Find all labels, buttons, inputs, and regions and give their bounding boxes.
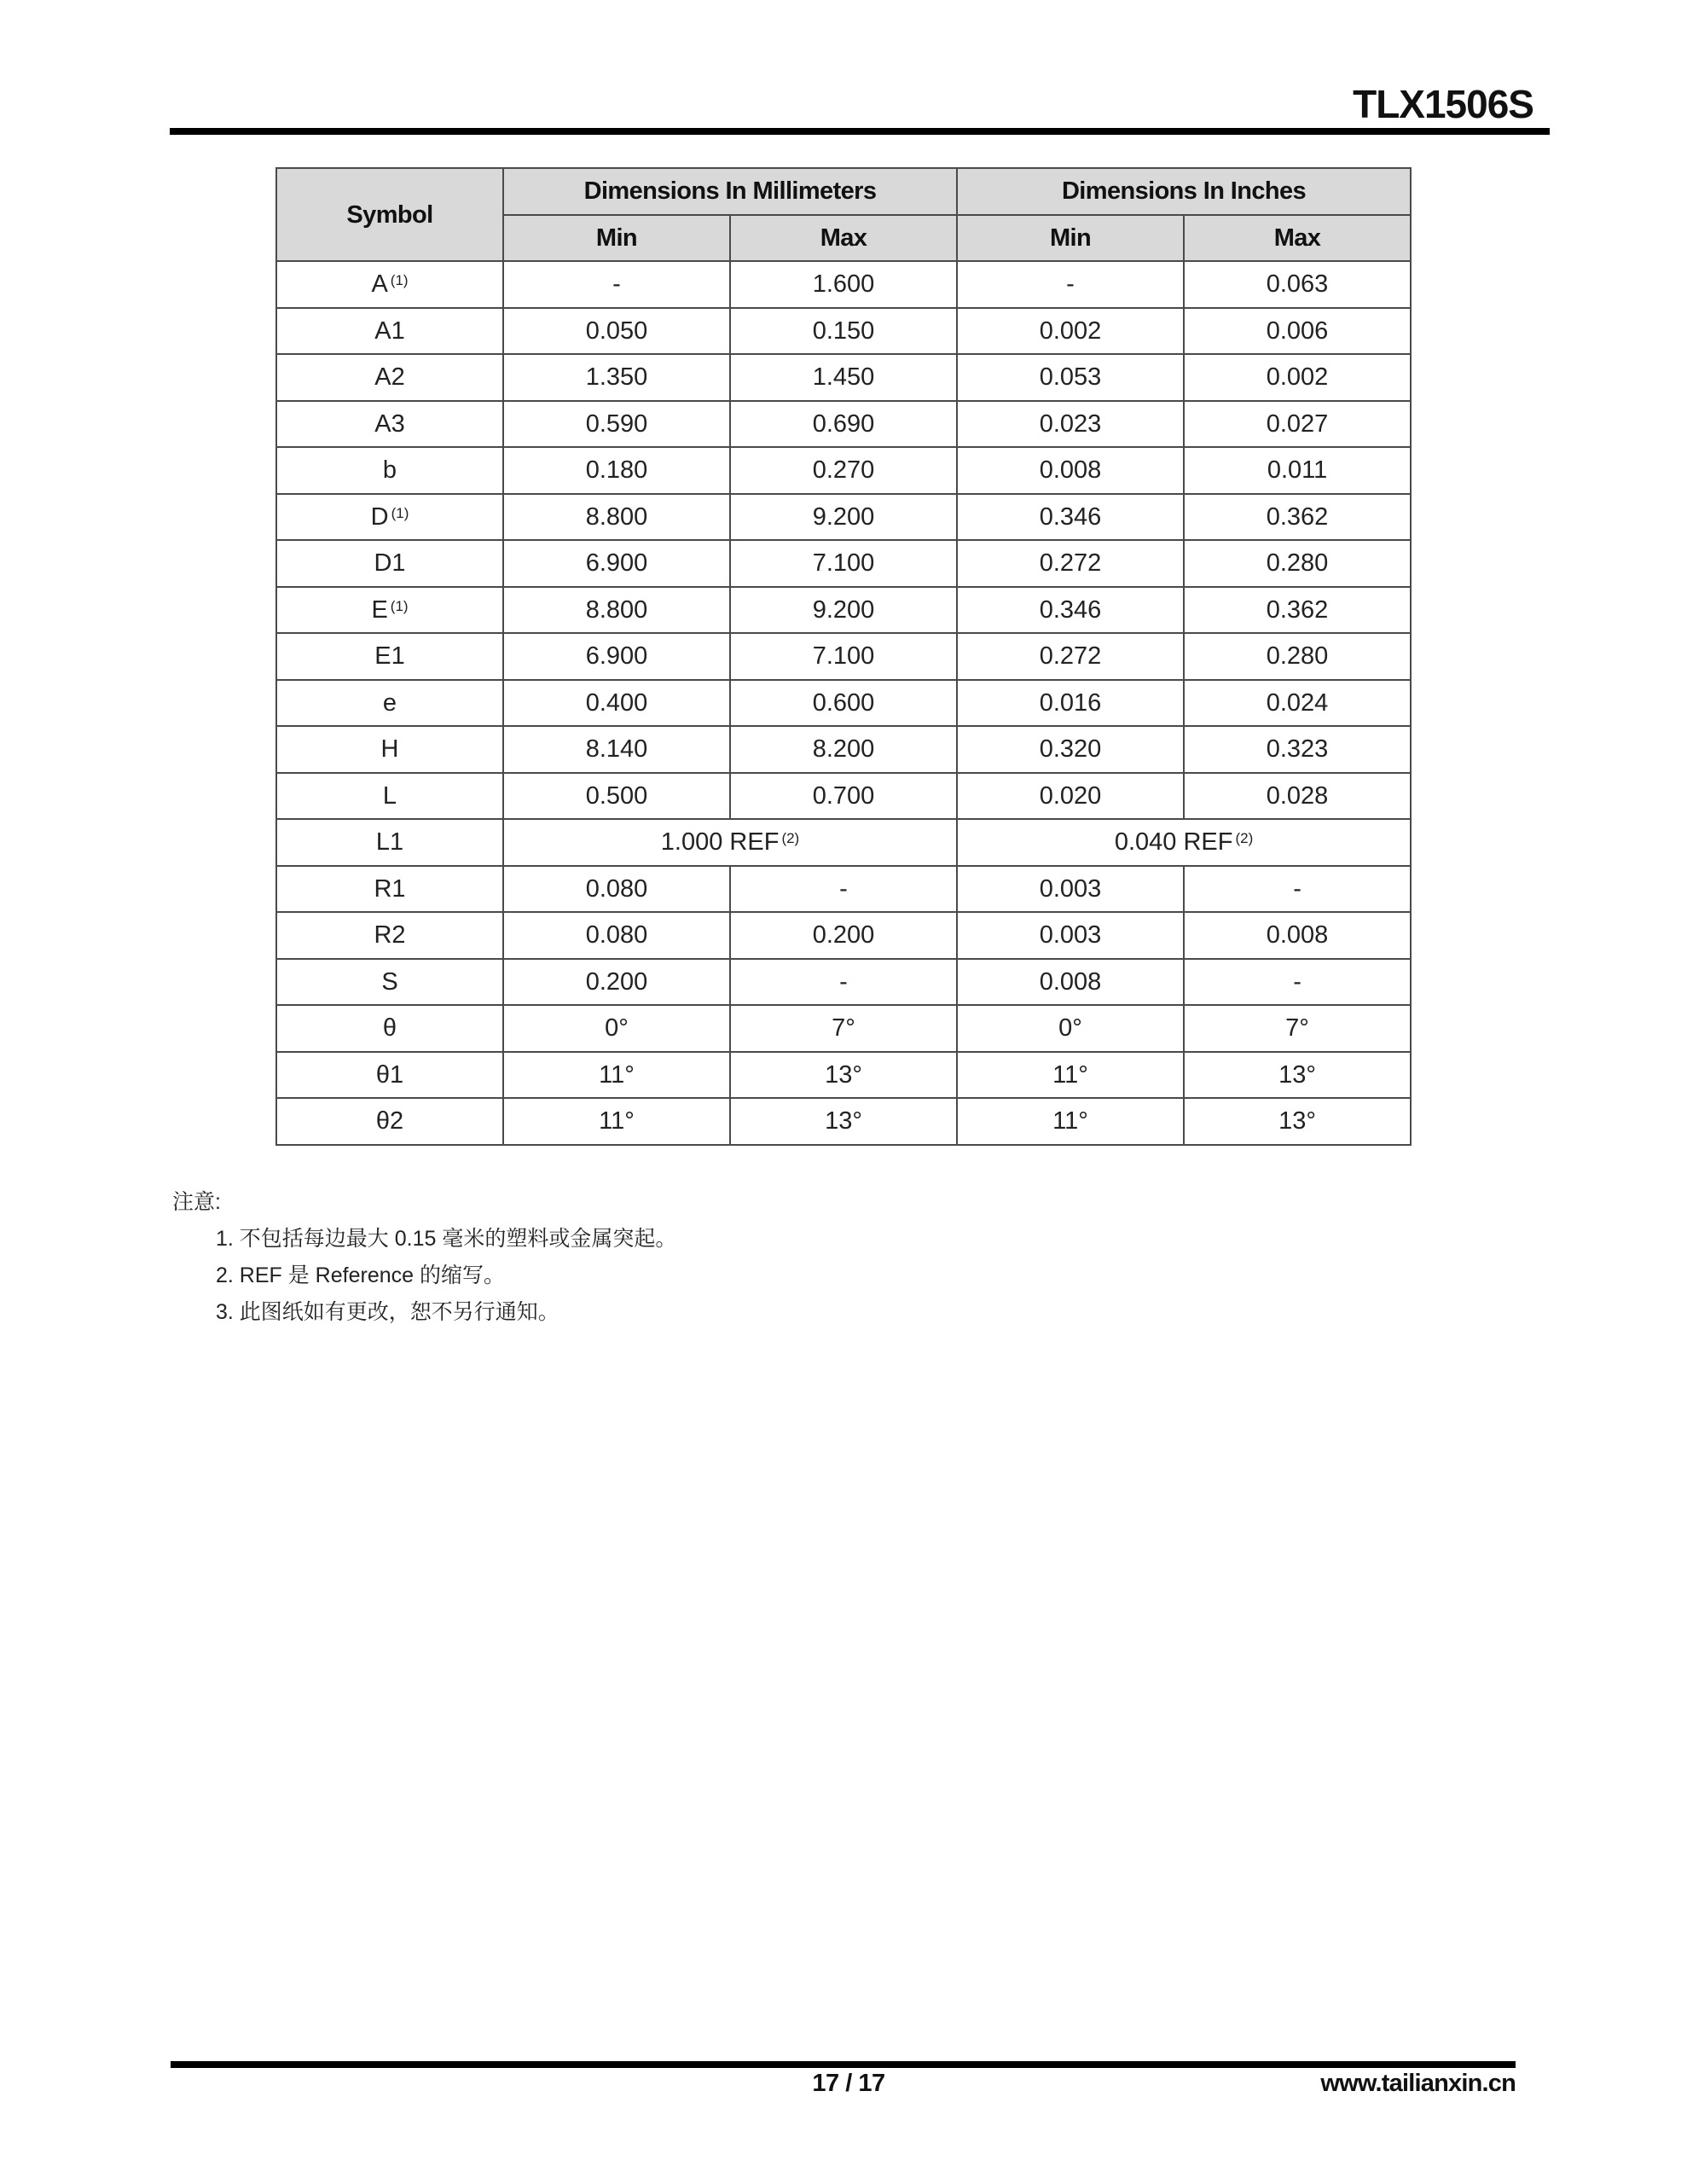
cell-in-min-text: 0.003: [1039, 874, 1102, 903]
cell-symbol-text: A1: [374, 317, 405, 345]
cell-symbol: [276, 354, 503, 401]
cell-mm-max-text: 0.270: [812, 456, 875, 485]
cell-in-max: [1184, 726, 1411, 773]
cell-symbol: [276, 959, 503, 1006]
cell-symbol: [276, 680, 503, 727]
cell-mm-max: [730, 773, 957, 820]
cell-mm-min-text: 0.080: [585, 921, 648, 950]
cell-in-max: [1184, 1005, 1411, 1052]
cell-symbol: [276, 540, 503, 587]
cell-in-min: [957, 308, 1184, 355]
header-dimensions-mm: Dimensions In Millimeters: [503, 168, 957, 215]
cell-in-max-text: 0.362: [1266, 595, 1329, 624]
cell-symbol-text: e: [382, 688, 397, 717]
cell-mm-min: [503, 494, 730, 541]
cell-mm-min: [503, 912, 730, 959]
cell-in-max-text: 0.008: [1266, 921, 1329, 950]
cell-symbol-text: θ2: [375, 1107, 404, 1136]
cell-mm-max: [730, 726, 957, 773]
footnote-ref: (2): [1235, 830, 1254, 847]
cell-symbol: [276, 819, 503, 866]
cell-mm-min: [503, 1005, 730, 1052]
table-row: [276, 680, 1411, 727]
header-in-max: Max: [1184, 215, 1411, 262]
cell-mm-min-text: 6.900: [585, 549, 648, 578]
cell-mm-min-text: 11°: [599, 1060, 635, 1089]
cell-in-max: [1184, 680, 1411, 727]
table-row: [276, 1098, 1411, 1145]
cell-mm-max: [730, 308, 957, 355]
cell-in-min-text: -: [1066, 270, 1075, 299]
footnote-ref: (1): [390, 597, 409, 614]
cell-mm-ref-text: 1.000 REF: [660, 828, 780, 857]
cell-in-max-text: 0.323: [1266, 735, 1329, 764]
dimensions-table: [275, 167, 1412, 1146]
cell-in-min-text: 0.008: [1039, 967, 1102, 996]
cell-symbol-text: R2: [374, 921, 406, 950]
table-row: [276, 726, 1411, 773]
cell-in-min-text: 0.272: [1039, 642, 1102, 671]
table-row: [276, 540, 1411, 587]
cell-mm-min: [503, 1098, 730, 1145]
cell-in-max-text: 0.063: [1266, 270, 1329, 299]
cell-mm-max: [730, 1098, 957, 1145]
header-mm-min: Min: [503, 215, 730, 262]
cell-symbol: [276, 1052, 503, 1099]
cell-in-max-text: 7°: [1285, 1014, 1309, 1043]
cell-mm-max: [730, 1005, 957, 1052]
note-item: 1. 不包括每边最大 0.15 毫米的塑料或金属突起。: [216, 1227, 677, 1251]
cell-in-max: [1184, 912, 1411, 959]
cell-in-min: [957, 726, 1184, 773]
cell-symbol-text: E1: [374, 642, 405, 671]
footer-rule: [171, 2061, 1516, 2068]
cell-mm-min: [503, 308, 730, 355]
cell-in-min-text: 0.003: [1039, 921, 1102, 950]
cell-mm-min: [503, 959, 730, 1006]
cell-mm-min: [503, 587, 730, 634]
cell-in-min: [957, 912, 1184, 959]
cell-mm-max-text: 1.600: [812, 270, 875, 299]
cell-in-max-text: -: [1293, 874, 1301, 903]
cell-mm-max: [730, 633, 957, 680]
cell-mm-min-text: 0.590: [585, 410, 648, 438]
cell-symbol-text: D1: [374, 549, 406, 578]
cell-mm-min-text: 8.800: [585, 502, 648, 531]
cell-mm-min-text: 0.500: [585, 781, 648, 810]
cell-in-min-text: 0.320: [1039, 735, 1102, 764]
cell-symbol: [276, 1098, 503, 1145]
cell-symbol: [276, 308, 503, 355]
table-row: [276, 959, 1411, 1006]
cell-mm-min: [503, 1052, 730, 1099]
table-row: [276, 587, 1411, 634]
cell-mm-min-text: 0.180: [585, 456, 648, 485]
cell-in-max: [1184, 1098, 1411, 1145]
cell-mm-max-text: 8.200: [812, 735, 875, 764]
cell-in-max: [1184, 959, 1411, 1006]
cell-mm-max-text: 0.150: [812, 317, 875, 345]
cell-mm-min: [503, 540, 730, 587]
table-row: [276, 819, 1411, 866]
cell-in-min: [957, 540, 1184, 587]
cell-mm-max: [730, 1052, 957, 1099]
cell-in-min-text: 0.020: [1039, 781, 1102, 810]
cell-mm-min-text: 6.900: [585, 642, 648, 671]
cell-in-max: [1184, 447, 1411, 494]
cell-in-max: [1184, 494, 1411, 541]
cell-in-min: [957, 680, 1184, 727]
cell-mm-max-text: 1.450: [812, 363, 875, 392]
cell-mm-max: [730, 959, 957, 1006]
table-row: [276, 866, 1411, 913]
cell-symbol: [276, 726, 503, 773]
cell-mm-min: [503, 680, 730, 727]
cell-symbol: [276, 587, 503, 634]
cell-symbol-text: H: [380, 735, 399, 764]
note-item: 2. REF 是 Reference 的缩写。: [216, 1263, 505, 1287]
cell-symbol: [276, 401, 503, 448]
cell-mm-min-text: 8.800: [585, 595, 648, 624]
cell-mm-max: [730, 866, 957, 913]
cell-mm-max-text: 13°: [825, 1060, 862, 1089]
cell-mm-max-text: -: [839, 967, 848, 996]
cell-in-max-text: 0.280: [1266, 642, 1329, 671]
cell-symbol-text: A3: [374, 410, 405, 438]
cell-symbol-text: A2: [374, 363, 405, 392]
cell-mm-min: [503, 866, 730, 913]
header-rule: [170, 128, 1550, 135]
header-dimensions-inches: Dimensions In Inches: [957, 168, 1411, 215]
cell-mm-max-text: 0.200: [812, 921, 875, 950]
cell-in-min: [957, 447, 1184, 494]
cell-mm-max-text: 9.200: [812, 502, 875, 531]
footer-url[interactable]: www.tailianxin.cn: [1320, 2070, 1516, 2097]
cell-mm-max: [730, 540, 957, 587]
cell-in-min-text: 0.023: [1039, 410, 1102, 438]
cell-mm-max-text: 0.700: [812, 781, 875, 810]
cell-symbol-text: E: [371, 595, 388, 624]
cell-in-max-text: 0.027: [1266, 410, 1329, 438]
cell-in-max-text: 0.006: [1266, 317, 1329, 345]
header-symbol: Symbol: [276, 168, 503, 261]
cell-in-min: [957, 1052, 1184, 1099]
cell-mm-min: [503, 633, 730, 680]
note-item: 3. 此图纸如有更改，恕不另行通知。: [216, 1300, 559, 1324]
cell-in-max: [1184, 773, 1411, 820]
cell-mm-min-text: 0.200: [585, 967, 648, 996]
cell-in-min: [957, 354, 1184, 401]
header-mm-max: Max: [730, 215, 957, 262]
cell-mm-max: [730, 354, 957, 401]
cell-mm-max: [730, 447, 957, 494]
table-row: [276, 633, 1411, 680]
cell-in-min: [957, 1005, 1184, 1052]
cell-mm-max-text: 7.100: [812, 549, 875, 578]
cell-mm-max-text: -: [839, 874, 848, 903]
cell-in-min: [957, 587, 1184, 634]
cell-mm-max-text: 0.690: [812, 410, 875, 438]
cell-symbol-text: θ1: [375, 1060, 404, 1089]
table-body: [276, 261, 1411, 1145]
cell-in-min-text: 0.272: [1039, 549, 1102, 578]
cell-symbol-text: θ: [382, 1014, 397, 1043]
cell-in-min-text: 0.016: [1039, 688, 1102, 717]
cell-in-min-text: 0.346: [1039, 595, 1102, 624]
cell-in-min: [957, 633, 1184, 680]
cell-mm-min-text: 0.400: [585, 688, 648, 717]
cell-in-max: [1184, 261, 1411, 308]
cell-mm-ref: [503, 819, 957, 866]
table-row: [276, 447, 1411, 494]
cell-in-max: [1184, 587, 1411, 634]
footnote-ref: (2): [781, 830, 800, 847]
cell-symbol-text: R1: [374, 874, 406, 903]
cell-mm-min-text: 0.050: [585, 317, 648, 345]
cell-in-max-text: 0.011: [1267, 456, 1328, 485]
cell-symbol: [276, 866, 503, 913]
cell-in-max: [1184, 401, 1411, 448]
cell-symbol: [276, 261, 503, 308]
cell-symbol-text: D: [370, 502, 389, 531]
cell-symbol: [276, 1005, 503, 1052]
cell-symbol: [276, 494, 503, 541]
cell-in-ref: [957, 819, 1411, 866]
table-row: [276, 354, 1411, 401]
cell-in-max-text: 0.002: [1266, 363, 1329, 392]
cell-in-min-text: 11°: [1052, 1060, 1088, 1089]
cell-in-max: [1184, 1052, 1411, 1099]
cell-mm-min-text: 11°: [599, 1107, 635, 1136]
cell-mm-max-text: 13°: [825, 1107, 862, 1136]
footnote-ref: (1): [391, 504, 409, 521]
table-row: [276, 1052, 1411, 1099]
cell-in-max-text: 0.028: [1266, 781, 1329, 810]
cell-mm-min: [503, 354, 730, 401]
cell-in-max-text: -: [1293, 967, 1301, 996]
cell-in-max-text: 0.362: [1266, 502, 1329, 531]
cell-symbol: [276, 633, 503, 680]
table-row: [276, 773, 1411, 820]
cell-mm-min: [503, 447, 730, 494]
cell-in-min: [957, 401, 1184, 448]
cell-mm-min: [503, 773, 730, 820]
cell-in-max: [1184, 633, 1411, 680]
cell-mm-min-text: -: [612, 270, 621, 299]
cell-symbol-text: A: [371, 270, 388, 299]
cell-mm-max: [730, 912, 957, 959]
table-row: [276, 494, 1411, 541]
page-number: 17 / 17: [812, 2070, 885, 2097]
cell-in-min-text: 0°: [1058, 1014, 1082, 1043]
cell-mm-max-text: 0.600: [812, 688, 875, 717]
cell-mm-max: [730, 680, 957, 727]
cell-symbol-text: S: [381, 967, 398, 996]
cell-symbol-text: L1: [375, 828, 404, 857]
cell-in-min: [957, 959, 1184, 1006]
cell-in-max: [1184, 540, 1411, 587]
cell-symbol: [276, 912, 503, 959]
cell-in-max: [1184, 866, 1411, 913]
cell-in-min-text: 0.053: [1039, 363, 1102, 392]
document-title: TLX1506S: [1353, 82, 1533, 126]
cell-in-min: [957, 494, 1184, 541]
cell-mm-min: [503, 401, 730, 448]
cell-in-min-text: 0.346: [1039, 502, 1102, 531]
cell-mm-max-text: 7.100: [812, 642, 875, 671]
footnote-ref: (1): [390, 272, 409, 289]
cell-in-max-text: 0.024: [1266, 688, 1329, 717]
cell-in-min: [957, 773, 1184, 820]
cell-in-min: [957, 866, 1184, 913]
table-row: [276, 912, 1411, 959]
cell-in-max-text: 13°: [1278, 1107, 1316, 1136]
cell-symbol-text: b: [382, 456, 397, 485]
cell-mm-min-text: 8.140: [585, 735, 648, 764]
cell-in-min: [957, 261, 1184, 308]
cell-mm-min-text: 1.350: [585, 363, 648, 392]
cell-mm-max: [730, 401, 957, 448]
cell-in-min-text: 11°: [1052, 1107, 1088, 1136]
cell-symbol: [276, 773, 503, 820]
header-in-min: Min: [957, 215, 1184, 262]
cell-symbol-text: L: [382, 781, 397, 810]
cell-mm-max-text: 9.200: [812, 595, 875, 624]
cell-mm-max: [730, 587, 957, 634]
cell-mm-max: [730, 494, 957, 541]
notes-label: 注意:: [172, 1190, 221, 1214]
cell-in-max-text: 0.280: [1266, 549, 1329, 578]
table-row: [276, 1005, 1411, 1052]
cell-in-min-text: 0.002: [1039, 317, 1102, 345]
cell-symbol: [276, 447, 503, 494]
cell-in-min: [957, 1098, 1184, 1145]
table-row: [276, 261, 1411, 308]
cell-mm-max-text: 7°: [832, 1014, 855, 1043]
notes-section: [172, 1184, 676, 1331]
table-row: [276, 308, 1411, 355]
cell-in-min-text: 0.008: [1039, 456, 1102, 485]
cell-in-max-text: 13°: [1278, 1060, 1316, 1089]
table-row: [276, 401, 1411, 448]
cell-mm-min: [503, 726, 730, 773]
cell-in-max: [1184, 308, 1411, 355]
table-header-row: [276, 168, 1411, 215]
cell-mm-max: [730, 261, 957, 308]
cell-mm-min-text: 0.080: [585, 874, 648, 903]
cell-in-max: [1184, 354, 1411, 401]
cell-in-ref-text: 0.040 REF: [1114, 828, 1233, 857]
cell-mm-min: [503, 261, 730, 308]
cell-mm-min-text: 0°: [605, 1014, 629, 1043]
